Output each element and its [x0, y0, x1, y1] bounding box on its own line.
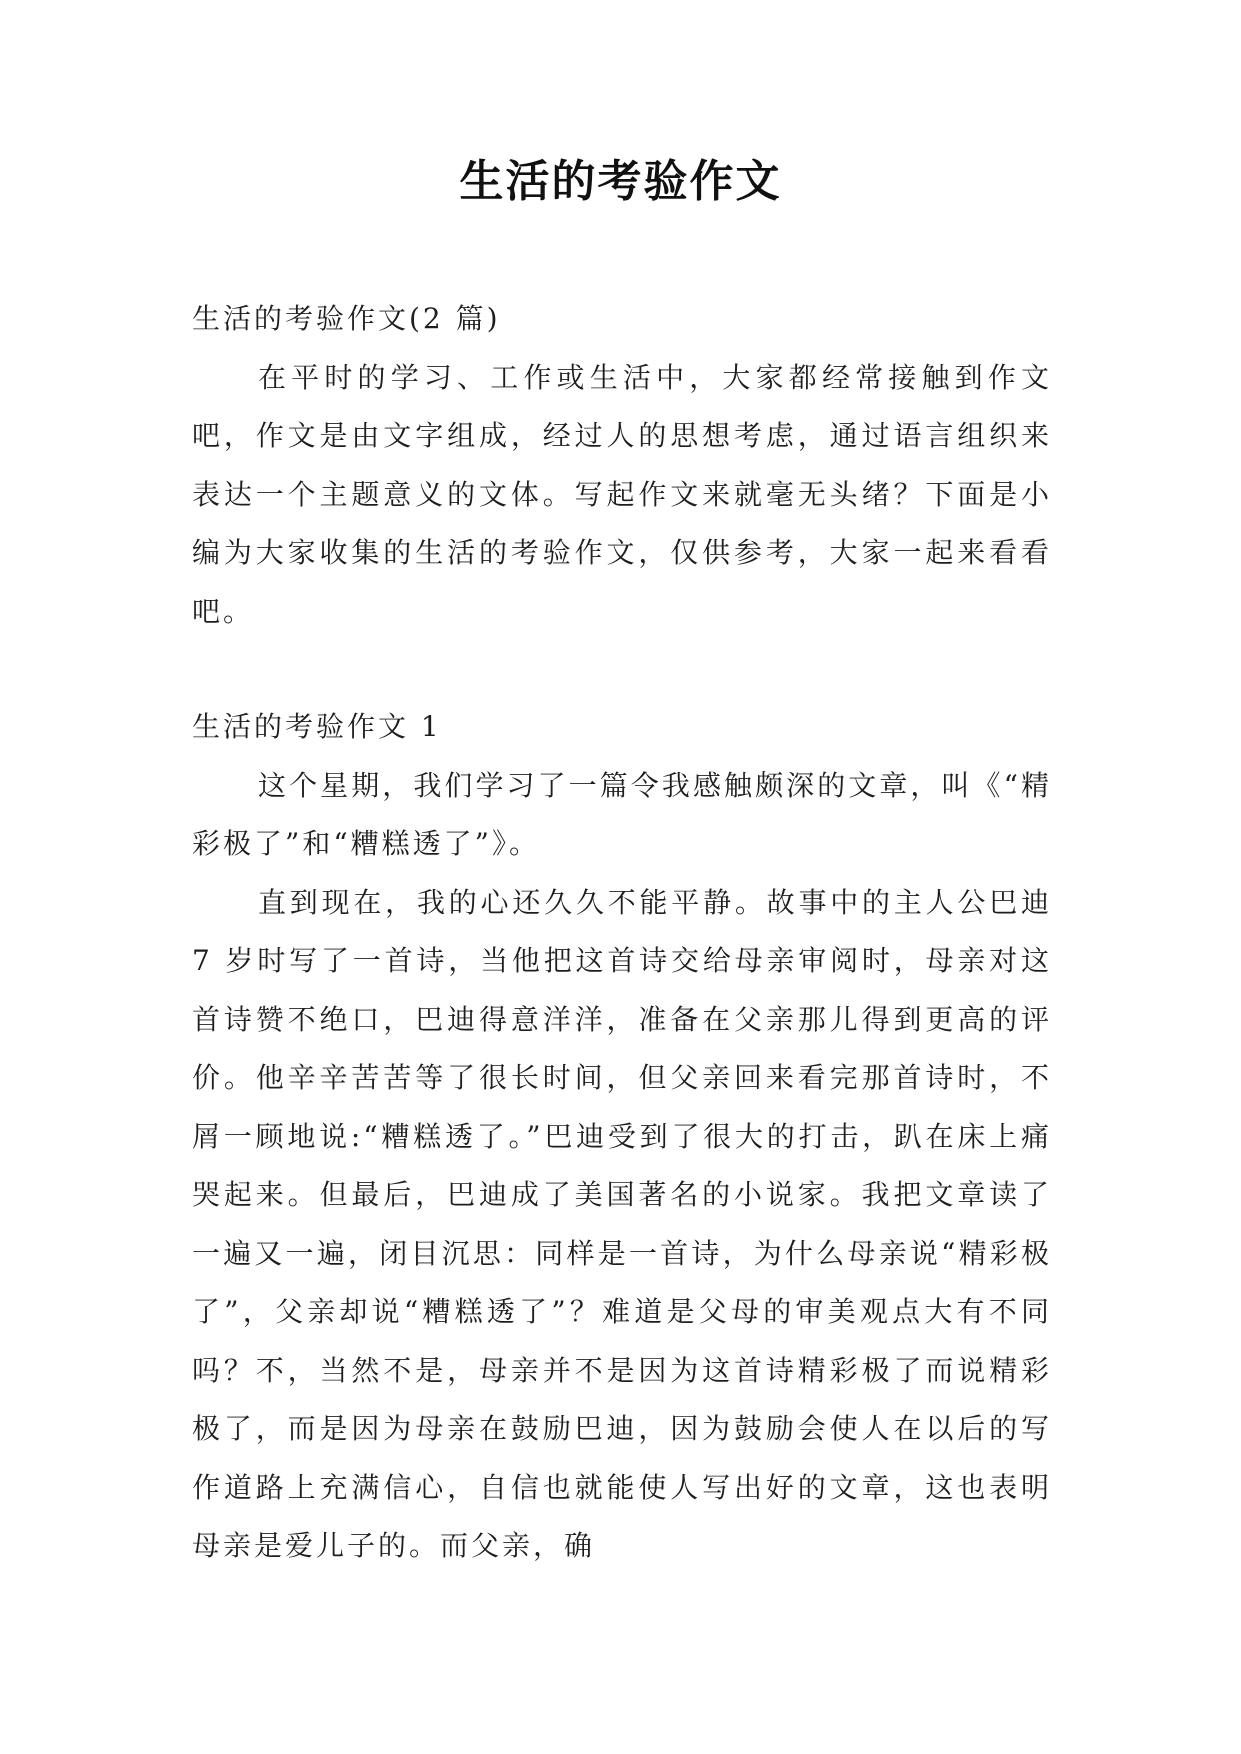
body-paragraph: 直到现在，我的心还久久不能平静。故事中的主人公巴迪 7 岁时写了一首诗，当他把这首诗交给母亲审阅时，母亲对这首诗赞不绝口，巴迪得意洋洋，准备在父亲那儿得到更高的评价。他辛辛苦苦等了很长时间，但父亲回来看完那首诗时，不屑一顾地说:“糟糕透了。”巴迪受到了很大的打击，趴在床上痛哭起来。但最后，巴迪成了美国著名的小说家。我把文章读了一遍又一遍，闭目沉思：同样是一首诗，为什么母亲说“精彩极了”，父亲却说“糟糕透了”？难道是父母的审美观点大有不同吗？不，当然不是，母亲并不是因为这首诗精彩极了而说精彩极了，而是因为母亲在鼓励巴迪，因为鼓励会使人在以后的写作道路上充满信心，自信也就能使人写出好的文章，这也表明母亲是爱儿子的。而父亲，确 — [192, 885, 1052, 1562]
document-title: 生活的考验作文 — [459, 156, 782, 207]
body-paragraph: 这个星期，我们学习了一篇令我感触颇深的文章，叫《“精彩极了”和“糟糕透了”》。 — [192, 768, 1052, 860]
document-body — [192, 290, 1052, 1576]
collection-heading: 生活的考验作文(2 篇) — [192, 302, 501, 335]
section-spacer — [192, 641, 1052, 698]
intro-paragraph: 在平时的学习、工作或生活中，大家都经常接触到作文吧，作文是由文字组成，经过人的思想考虑，通过语言组织来表达一个主题意义的文体。写起作文来就毫无头绪？下面是小编为大家收集的生活的考验作文，仅供参考，大家一起来看看吧。 — [192, 360, 1052, 628]
section-heading: 生活的考验作文 1 — [192, 710, 442, 743]
